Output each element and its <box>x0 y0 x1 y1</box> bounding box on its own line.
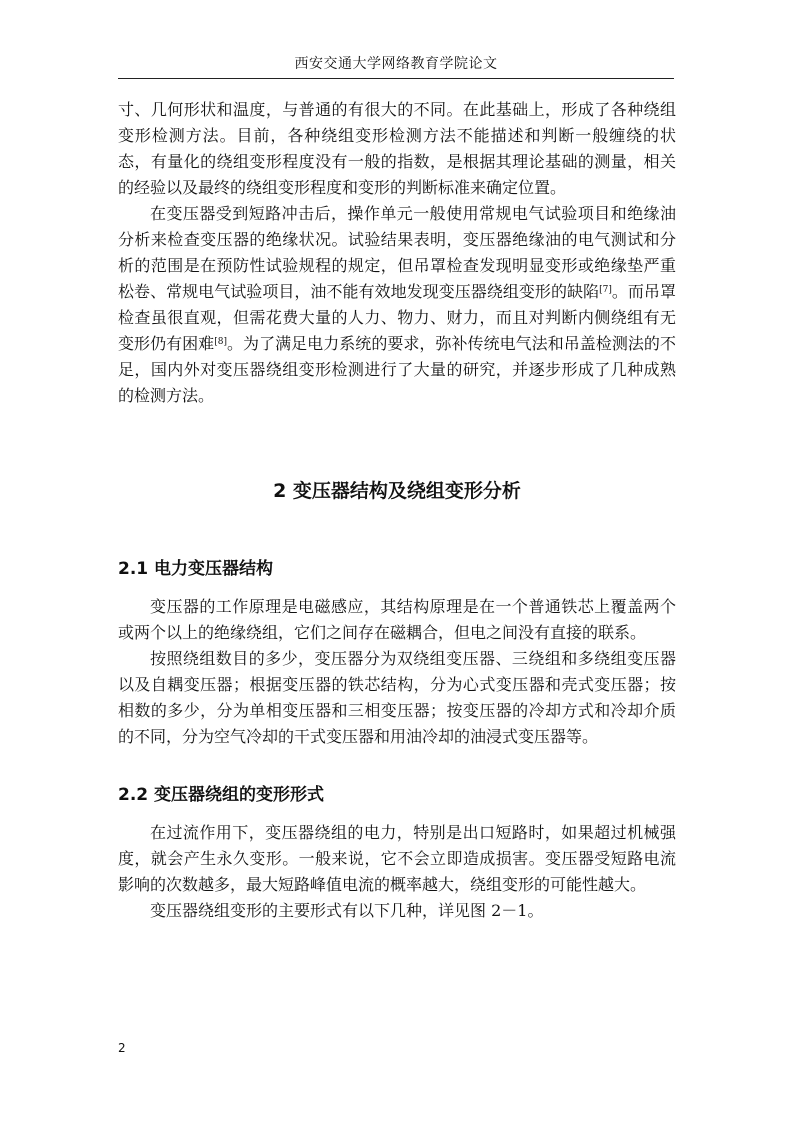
paragraph: 按照绕组数目的多少，变压器分为双绕组变压器、三绕组和多绕组变压器以及自耦变压器；根据变压器的铁芯结构，分为心式变压器和壳式变压器；按相数的多少，分为单相变压器和三相变压器；按变压器的冷却方式和冷却介质的不同，分为空气冷却的干式变压器和用油冷却的油浸式变压器等。 <box>118 649 676 746</box>
running-header: 西安交通大学网络教育学院论文 <box>294 56 498 72</box>
paragraph: 变压器绕组变形的主要形式有以下几种，详见图 2－1。 <box>150 901 544 920</box>
paragraph-intro: 寸、几何形状和温度，与普通的有很大的不同。在此基础上，形成了各种绕组变形检测方法。目前，各种绕组变形检测方法不能描述和判断一般缠绕的状态，有量化的绕组变形程度没有一般的指数，是根据其理论基础的测量，相关的经验以及最终的绕组变形程度和变形的判断标准来确定位置。 <box>118 100 676 197</box>
citation-ref: [8] <box>214 337 227 347</box>
header-rule <box>118 78 674 79</box>
page-body <box>118 97 676 924</box>
section-title-2-1: 2.1 电力变压器结构 <box>118 559 274 579</box>
paragraph-short-circuit <box>118 201 676 409</box>
section-title-2-2: 2.2 变压器绕组的变形形式 <box>118 785 325 805</box>
paragraph: 变压器的工作原理是电磁感应，其结构原理是在一个普通铁芯上覆盖两个或两个以上的绝缘绕组，它们之间存在磁耦合，但电之间没有直接的联系。 <box>118 597 676 642</box>
paragraph-text: 在变压器受到短路冲击后，操作单元一般使用常规电气试验项目和绝缘油分析来检查变压器的绝缘状况。试验结果表明，变压器绝缘油的电气测试和分析的范围是在预防性试验规程的规定，但吊罩检查发现明显变形或绝缘垫严重松卷、常规电气试验项目，油不能有效地发现变压器绕组变形的缺陷 <box>118 204 676 301</box>
paragraph: 在过流作用下，变压器绕组的电力，特别是出口短路时，如果超过机械强度，就会产生永久变形。一般来说，它不会立即造成损害。变压器受短路电流影响的次数越多，最大短路峰值电流的概率越大，绕组变形的可能性越大。 <box>118 823 676 894</box>
page-number: 2 <box>118 1041 126 1055</box>
paragraph-text: 。而吊罩检查虽很直观，但需花费大量的人力、物力、财力，而且对判断内侧绕组有无变形仍有困难 <box>118 282 676 353</box>
paragraph-text: 。为了满足电力系统的要求，弥补传统电气法和吊盖检测法的不足，国内外对变压器绕组变形检测进行了大量的研究，并逐步形成了几种成熟的检测方法。 <box>118 334 676 405</box>
citation-ref: [7] <box>599 285 612 295</box>
chapter-title: 2 变压器结构及绕组变形分析 <box>273 480 521 502</box>
